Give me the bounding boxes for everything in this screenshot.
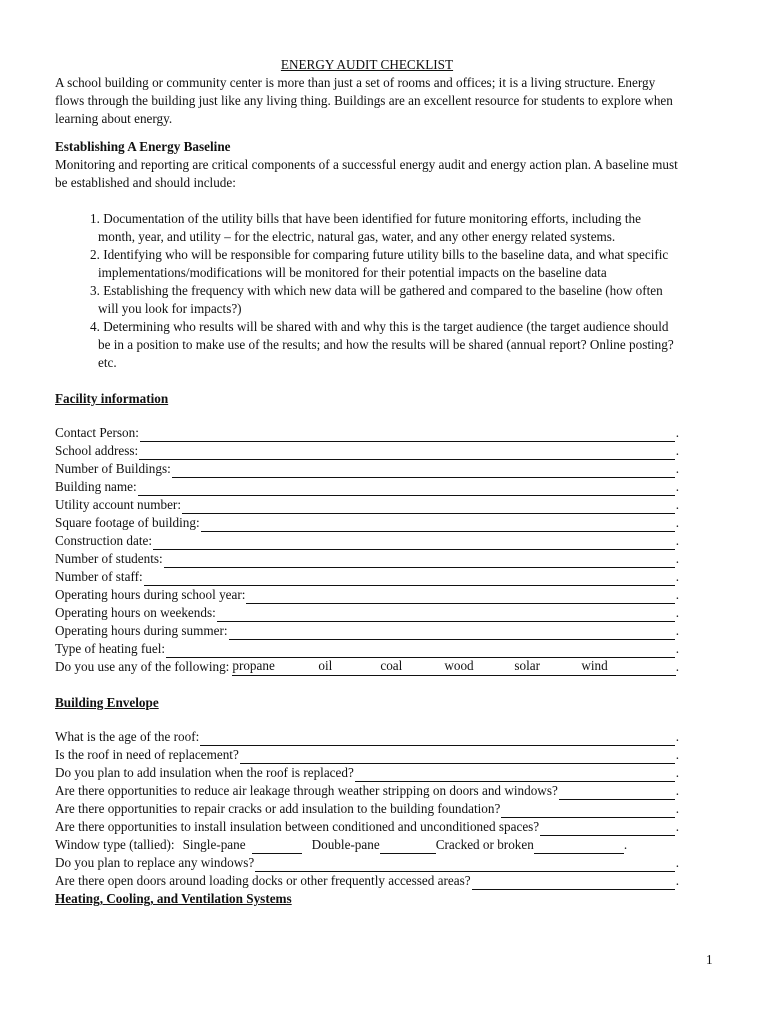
facility-fields	[55, 424, 679, 676]
school-address-field[interactable]: School address: .	[55, 443, 679, 458]
building-name-field[interactable]: Building name: .	[55, 479, 679, 494]
fuel-question: Do you use any of the following:	[55, 659, 230, 674]
facility-heading: Facility information	[55, 391, 169, 406]
insulation-spaces-field[interactable]: Are there opportunities to install insulation between conditioned and unconditioned spaces? .	[55, 819, 679, 834]
envelope-fields	[55, 728, 679, 890]
contact-person-field[interactable]: Contact Person: .	[55, 425, 679, 440]
baseline-item: 2. Identifying who will be responsible for comparing future utility bills to the baseline data, and what specific implementations/modifications will be monitored for their potential impacts on the baseline data	[90, 247, 669, 280]
baseline-item: 4. Determining who results will be shared with and why this is the target audience (the target audience should be in a position to make use of the results; and how the results will be shared (annual report? Online posting? etc.	[90, 319, 674, 370]
roof-age-field[interactable]: What is the age of the roof: .	[55, 729, 679, 744]
hours-school-year-field[interactable]: Operating hours during school year: .	[55, 587, 679, 602]
roof-insulation-field[interactable]: Do you plan to add insulation when the roof is replaced? .	[55, 765, 679, 780]
double-pane-label: Double-pane	[311, 837, 380, 852]
envelope-heading: Building Envelope	[55, 695, 159, 710]
baseline-heading: Establishing A Energy Baseline	[55, 139, 231, 154]
foundation-field[interactable]: Are there opportunities to repair cracks or add insulation to the building foundation? .	[55, 801, 679, 816]
baseline-item: 3. Establishing the frequency with which new data will be gathered and compared to the baseline (how often will you look for impacts?)	[90, 283, 663, 316]
option-wind[interactable]: wind	[581, 658, 608, 673]
fuel-options-row: Do you use any of the following: propane oil coal wood solar wind .	[55, 658, 679, 674]
option-wood[interactable]: wood	[444, 658, 474, 673]
number-of-students-field[interactable]: Number of students: .	[55, 551, 679, 566]
air-leakage-field[interactable]: Are there opportunities to reduce air leakage through weather stripping on doors and windows? .	[55, 783, 679, 798]
hvac-heading: Heating, Cooling, and Ventilation Systems	[55, 891, 292, 906]
option-oil[interactable]: oil	[318, 658, 333, 673]
replace-windows-field[interactable]: Do you plan to replace any windows? .	[55, 855, 679, 870]
number-of-buildings-field[interactable]: Number of Buildings: .	[55, 461, 679, 476]
hours-summer-field[interactable]: Operating hours during summer: .	[55, 623, 679, 638]
baseline-paragraph: Monitoring and reporting are critical components of a successful energy audit and energy action plan. A baseline must be established and should include:	[55, 157, 678, 190]
document-page	[55, 56, 679, 908]
window-type-label: Window type (tallied):	[55, 837, 175, 852]
cracked-broken-label: Cracked or broken	[435, 837, 534, 852]
page-title: ENERGY AUDIT CHECKLIST	[280, 57, 454, 72]
heating-fuel-field[interactable]: Type of heating fuel: .	[55, 641, 679, 656]
window-type-row: Window type (tallied): Single-pane Double-pane Cracked or broken .	[55, 837, 628, 852]
construction-date-field[interactable]: Construction date: .	[55, 533, 679, 548]
option-solar[interactable]: solar	[514, 658, 540, 673]
single-pane-input[interactable]	[252, 840, 302, 854]
cracked-broken-input[interactable]	[534, 840, 624, 854]
hours-weekends-field[interactable]: Operating hours on weekends: .	[55, 605, 679, 620]
utility-account-field[interactable]: Utility account number: .	[55, 497, 679, 512]
option-propane[interactable]: propane	[232, 658, 275, 673]
square-footage-field[interactable]: Square footage of building: .	[55, 515, 679, 530]
intro-paragraph: A school building or community center is more than just a set of rooms and offices; it is a living structure. Energy flows through the building just like any living thing. Buildings are an excellent resource for students to explore when learning about energy.	[55, 75, 673, 126]
open-doors-field[interactable]: Are there open doors around loading docks or other frequently accessed areas? .	[55, 873, 679, 888]
baseline-list	[55, 210, 679, 372]
page-number: 1	[706, 952, 713, 967]
option-coal[interactable]: coal	[380, 658, 403, 673]
double-pane-input[interactable]	[380, 840, 436, 854]
baseline-item: 1. Documentation of the utility bills that have been identified for future monitoring efforts, including the month, year, and utility – for the electric, natural gas, water, and any other energy related systems.	[90, 211, 641, 244]
roof-replacement-field[interactable]: Is the roof in need of replacement? .	[55, 747, 679, 762]
single-pane-label: Single-pane	[182, 837, 246, 852]
number-of-staff-field[interactable]: Number of staff: .	[55, 569, 679, 584]
